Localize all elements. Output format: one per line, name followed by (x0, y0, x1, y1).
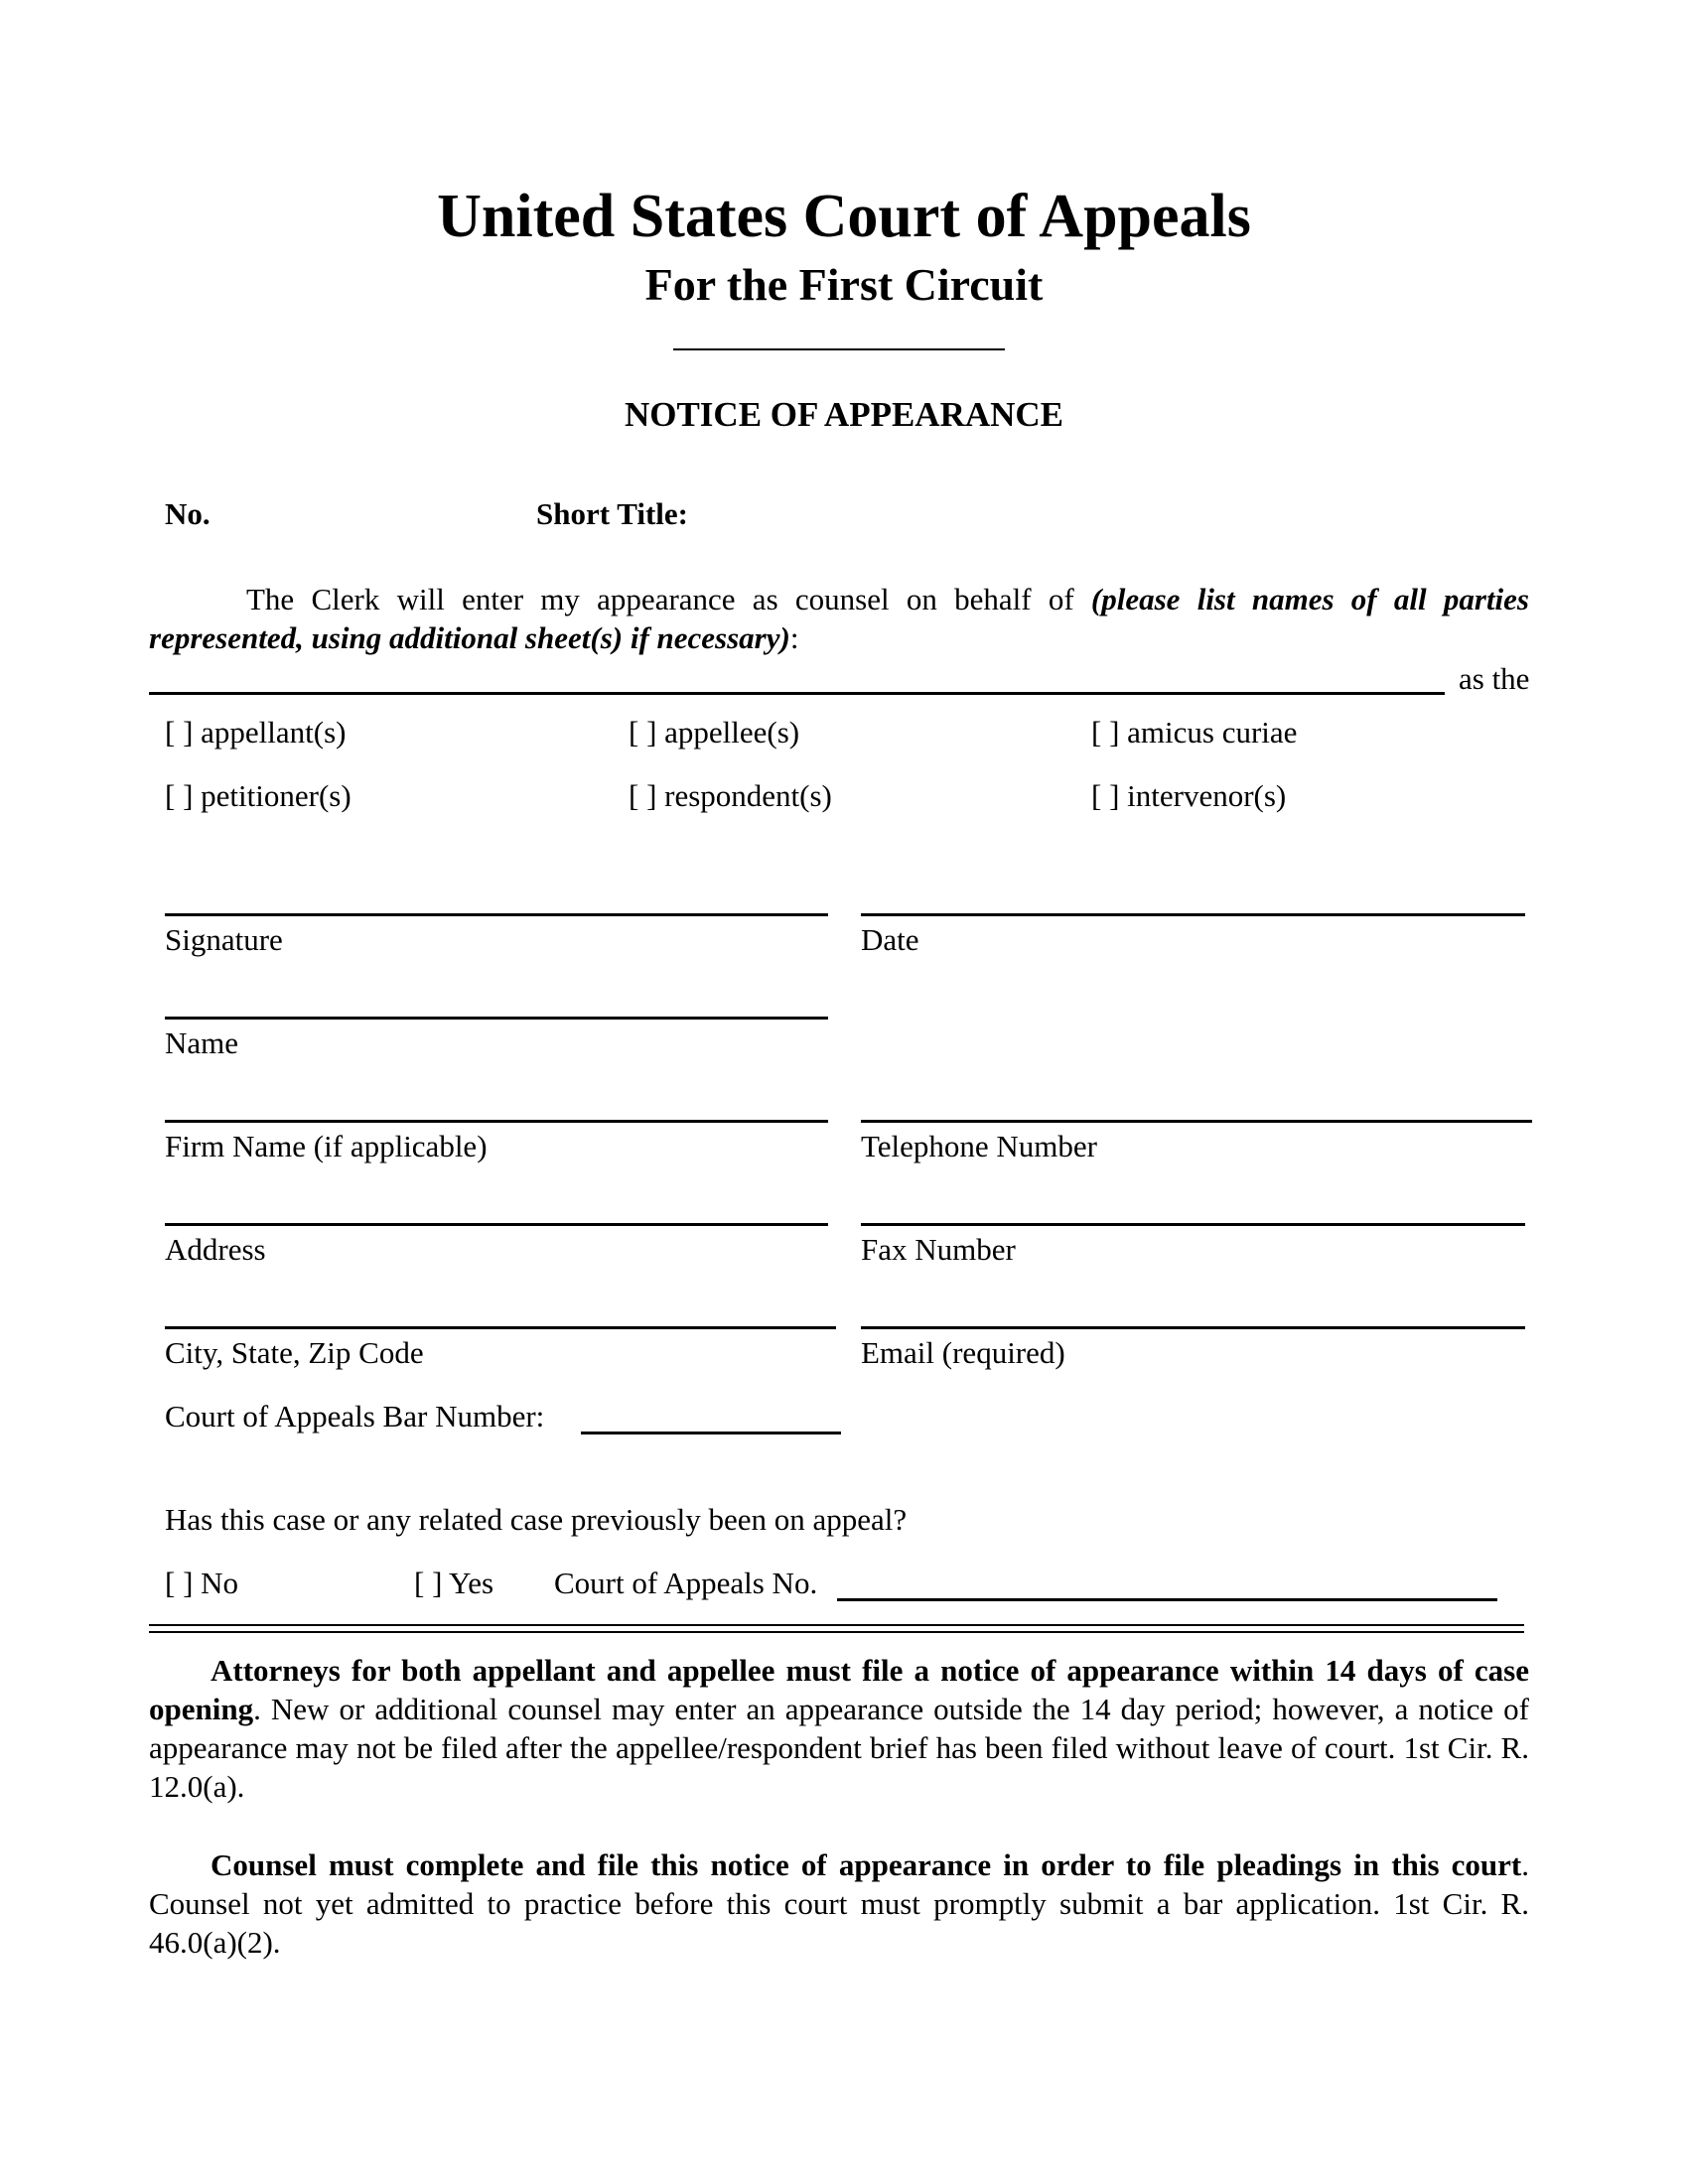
telephone-label: Telephone Number (861, 1129, 1097, 1163)
checkbox-respondent[interactable] (629, 778, 832, 814)
fax-label: Fax Number (861, 1232, 1016, 1267)
header-rule (673, 348, 1005, 350)
bar-number-label: Court of Appeals Bar Number: (165, 1399, 545, 1433)
date-line[interactable] (861, 913, 1525, 916)
checkbox-label: amicus curiae (1127, 715, 1298, 750)
checkbox-bracket: [ ] (629, 778, 657, 813)
name-label: Name (165, 1025, 239, 1060)
circuit-subtitle: For the First Circuit (644, 259, 1044, 310)
notice-paragraph-1 (149, 1651, 1529, 1806)
coa-number-label: Court of Appeals No. (554, 1566, 818, 1600)
short-title-label: Short Title: (536, 496, 689, 531)
checkbox-label: petitioner(s) (201, 778, 352, 813)
address-line[interactable] (165, 1223, 828, 1226)
notice-paragraph-2 (149, 1845, 1529, 1962)
intro-instruction: (please list names of all parties represented, using additional sheet(s) if necessary) (149, 582, 1529, 655)
checkbox-bracket: [ ] (1091, 778, 1120, 813)
checkbox-bracket: [ ] (165, 1566, 194, 1600)
notice-2-rest: . Counsel not yet admitted to practice before this court must promptly submit a bar application. 1st Cir. R. 46.0(a)(2). (149, 1847, 1529, 1960)
form-title: NOTICE OF APPEARANCE (624, 395, 1064, 434)
telephone-line[interactable] (861, 1120, 1532, 1123)
bar-number-line[interactable] (581, 1432, 841, 1434)
as-the-label: as the (1459, 661, 1530, 696)
email-label: Email (required) (861, 1335, 1065, 1370)
notice-1-bold: Attorneys for both appellant and appellee must file a notice of appearance within 14 days of case opening (149, 1653, 1529, 1726)
checkbox-label: Yes (449, 1566, 494, 1600)
checkbox-bracket: [ ] (1091, 715, 1120, 750)
firm-line[interactable] (165, 1120, 828, 1123)
checkbox-bracket: [ ] (165, 778, 194, 813)
checkbox-appellant[interactable] (165, 715, 346, 751)
address-label: Address (165, 1232, 266, 1267)
city-line[interactable] (165, 1326, 836, 1329)
checkbox-label: intervenor(s) (1127, 778, 1287, 813)
intro-paragraph (149, 580, 1529, 657)
intro-text: The Clerk will enter my appearance as counsel on behalf of (246, 582, 1091, 616)
checkbox-petitioner[interactable] (165, 778, 352, 814)
parties-line[interactable] (149, 692, 1445, 695)
firm-label: Firm Name (if applicable) (165, 1129, 488, 1163)
name-line[interactable] (165, 1017, 828, 1020)
city-label: City, State, Zip Code (165, 1335, 424, 1370)
date-label: Date (861, 922, 919, 957)
checkbox-label: appellant(s) (201, 715, 347, 750)
prior-appeal-question: Has this case or any related case previously been on appeal? (165, 1502, 908, 1537)
notice-1-rest: . New or additional counsel may enter an appearance outside the 14 day period; however, a notice of appearance may not be filed after the appellee/respondent brief has been filed without leave of court. 1st Cir. R. 12.0(a). (149, 1692, 1529, 1804)
checkbox-bracket: [ ] (629, 715, 657, 750)
checkbox-label: appellee(s) (664, 715, 800, 750)
checkbox-yes[interactable] (414, 1566, 493, 1601)
court-title: United States Court of Appeals (437, 183, 1251, 250)
signature-label: Signature (165, 922, 283, 957)
intro-end: : (789, 620, 799, 655)
fax-line[interactable] (861, 1223, 1525, 1226)
coa-number-line[interactable] (837, 1598, 1497, 1601)
signature-line[interactable] (165, 913, 828, 916)
notice-2-bold: Counsel must complete and file this notice of appearance in order to file pleadings in this court (211, 1847, 1522, 1882)
case-no-label: No. (165, 496, 211, 531)
checkbox-amicus-curiae[interactable] (1091, 715, 1297, 751)
checkbox-appellee[interactable] (629, 715, 799, 751)
checkbox-bracket: [ ] (414, 1566, 443, 1600)
checkbox-intervenor[interactable] (1091, 778, 1286, 814)
checkbox-label: respondent(s) (664, 778, 832, 813)
checkbox-no[interactable] (165, 1566, 238, 1601)
double-rule-separator (149, 1624, 1524, 1633)
email-line[interactable] (861, 1326, 1525, 1329)
checkbox-bracket: [ ] (165, 715, 194, 750)
checkbox-label: No (201, 1566, 239, 1600)
